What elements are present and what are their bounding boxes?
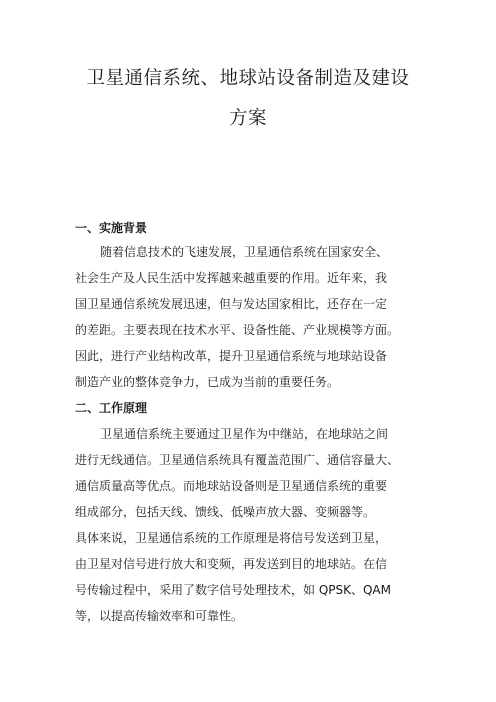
paragraph-line: 组成部分，包括天线、馈线、低噪声放大器、变频器等。 xyxy=(75,505,376,519)
document-title-line-1: 卫星通信系统、地球站设备制造及建设 xyxy=(86,68,410,89)
paragraph-line: 的差距。主要表现在技术水平、设备性能、产业规模等方面。 xyxy=(75,323,400,337)
paragraph-line: 国卫星通信系统发展迅速，但与发达国家相比，还存在一定 xyxy=(75,297,388,311)
paragraph-line: 通信质量高等优点。而地球站设备则是卫星通信系统的重要 xyxy=(75,479,388,493)
paragraph-line: 进行无线通信。卫星通信系统具有覆盖范围广、通信容量大、 xyxy=(75,453,400,467)
paragraph-line: 随着信息技术的飞速发展，卫星通信系统在国家安全、 xyxy=(100,245,389,259)
paragraph-line: 社会生产及人民生活中发挥越来越重要的作用。近年来，我 xyxy=(75,271,388,285)
paragraph-line: 号传输过程中，采用了数字信号处理技术，如 QPSK、QAM xyxy=(75,583,391,597)
paragraph-line: 卫星通信系统主要通过卫星作为中继站，在地球站之间 xyxy=(100,427,389,441)
paragraph-line: 由卫星对信号进行放大和变频，再发送到目的地球站。在信 xyxy=(75,557,388,571)
paragraph-line: 具体来说，卫星通信系统的工作原理是将信号发送到卫星， xyxy=(75,531,388,545)
section-heading-background: 一、实施背景 xyxy=(75,221,148,235)
paragraph-line: 制造产业的整体竞争力，已成为当前的重要任务。 xyxy=(75,375,340,389)
paragraph-line: 因此，进行产业结构改革，提升卫星通信系统与地球站设备 xyxy=(75,349,388,363)
section-heading-principle: 二、工作原理 xyxy=(75,401,148,415)
paragraph-line: 等，以提高传输效率和可靠性。 xyxy=(75,609,244,623)
document-title-line-2: 方案 xyxy=(228,108,267,129)
